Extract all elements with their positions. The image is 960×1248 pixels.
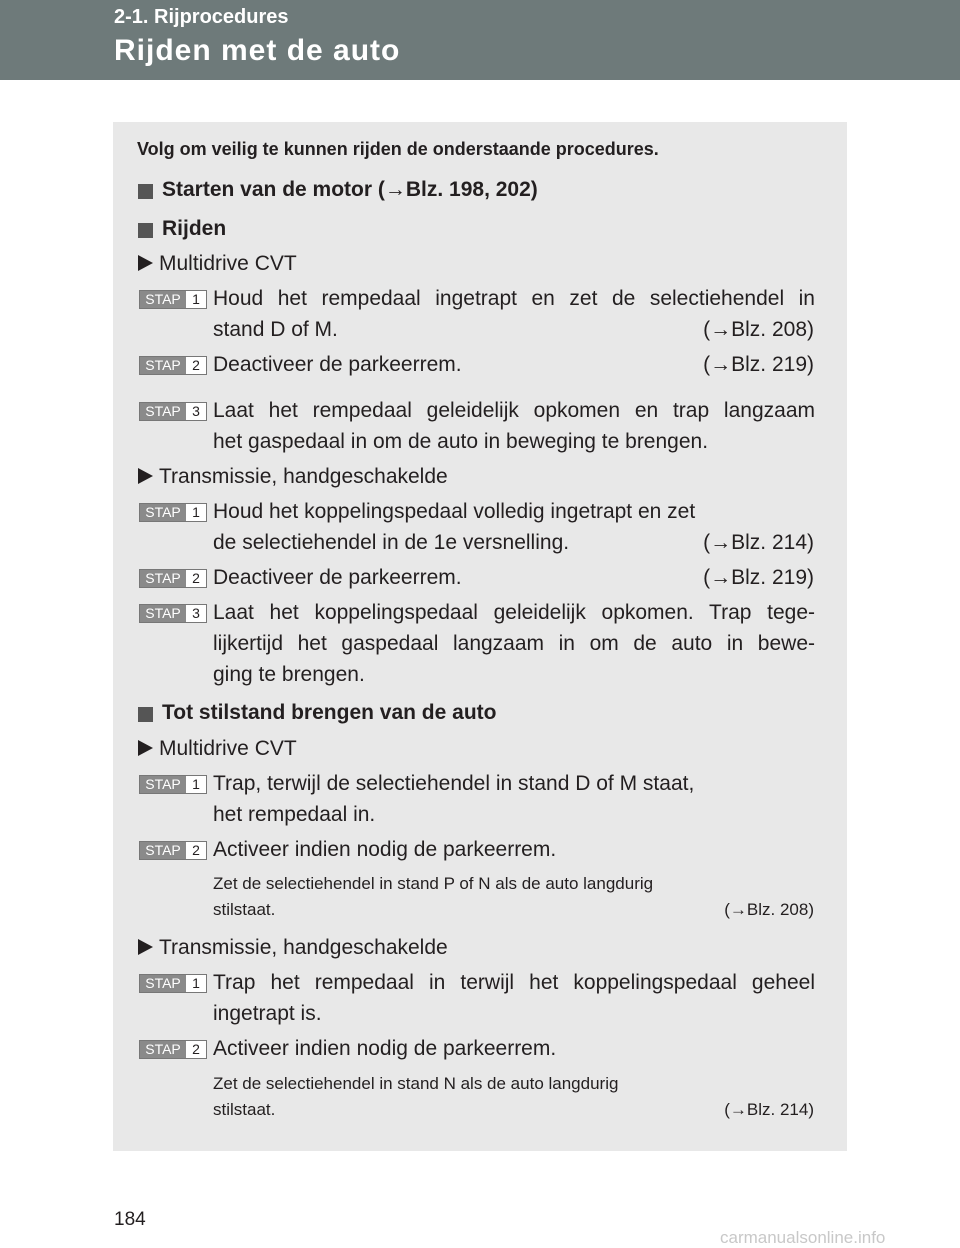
step-badge: STAP 1 — [139, 974, 207, 993]
step-badge: STAP 3 — [139, 604, 207, 623]
triangle-arrow-icon — [138, 939, 153, 955]
step-text: stand D of M. — [213, 318, 338, 341]
page-title: Rijden met de auto — [114, 34, 401, 67]
step-text: Activeer indien nodig de parkeerrem. — [213, 1037, 557, 1060]
page-reference: (→Blz. 208) — [703, 318, 814, 341]
step-text: Laat het koppelingspedaal geleidelijk opkomen. Trap tege- — [213, 601, 815, 624]
step-text: de selectiehendel in de 1e versnelling. — [213, 531, 570, 554]
watermark: carmanualsonline.info — [720, 1228, 886, 1247]
subheading-manual: Transmissie, handgeschakelde — [138, 936, 448, 960]
triangle-arrow-icon — [138, 740, 153, 756]
step-badge: STAP 3 — [139, 402, 207, 421]
triangle-arrow-icon — [138, 468, 153, 484]
page-reference: (→Blz. 219) — [703, 566, 814, 589]
step-badge: STAP 2 — [139, 569, 207, 588]
intro-text: Volg om veilig te kunnen rijden de onderstaande procedures. — [137, 139, 659, 159]
step-text: Houd het koppelingspedaal volledig ingetrapt en zet — [213, 500, 696, 523]
note-text: stilstaat. — [213, 900, 276, 919]
heading-start-engine: Starten van de motor (→Blz. 198, 202) — [162, 178, 538, 201]
step-badge: STAP 2 — [139, 356, 207, 375]
square-bullet-icon — [138, 184, 153, 199]
step-text: ging te brengen. — [213, 663, 365, 686]
note-text: stilstaat. — [213, 1100, 276, 1119]
page-reference: (→Blz. 214) — [703, 531, 814, 554]
page-number: 184 — [114, 1209, 146, 1230]
step-text: het gaspedaal in om de auto in beweging te brengen. — [213, 430, 709, 453]
section-label: 2-1. Rijprocedures — [114, 6, 289, 28]
step-badge: STAP 2 — [139, 1040, 207, 1059]
heading-stopping: Tot stilstand brengen van de auto — [162, 701, 497, 724]
note-text: Zet de selectiehendel in stand P of N als de auto langdurig — [213, 874, 654, 893]
step-text: Laat het rempedaal geleidelijk opkomen en trap langzaam — [213, 399, 815, 422]
subheading-cvt: Multidrive CVT — [138, 252, 297, 276]
step-badge: STAP 1 — [139, 503, 207, 522]
step-badge: STAP 1 — [139, 290, 207, 309]
note-text: Zet de selectiehendel in stand N als de auto langdurig — [213, 1074, 619, 1093]
page-reference: (→Blz. 219) — [703, 353, 814, 376]
step-text: ingetrapt is. — [213, 1002, 322, 1025]
page-header — [0, 0, 960, 80]
step-text: Deactiveer de parkeerrem. — [213, 353, 462, 376]
heading-driving: Rijden — [162, 217, 227, 240]
subheading-cvt: Multidrive CVT — [138, 737, 297, 761]
step-badge: STAP 2 — [139, 841, 207, 860]
subheading-manual: Transmissie, handgeschakelde — [138, 465, 448, 489]
square-bullet-icon — [138, 707, 153, 722]
square-bullet-icon — [138, 223, 153, 238]
step-text: lijkertijd het gaspedaal langzaam in om de auto in bewe- — [213, 632, 815, 655]
step-text: Deactiveer de parkeerrem. — [213, 566, 462, 589]
step-text: Houd het rempedaal ingetrapt en zet de selectiehendel in — [213, 287, 815, 310]
triangle-arrow-icon — [138, 255, 153, 271]
step-text: Activeer indien nodig de parkeerrem. — [213, 838, 557, 861]
step-text: het rempedaal in. — [213, 803, 376, 826]
step-text: Trap, terwijl de selectiehendel in stand D of M staat, — [213, 772, 695, 795]
step-badge: STAP 1 — [139, 775, 207, 794]
page-reference: (→Blz. 208) — [724, 900, 814, 919]
step-text: Trap het rempedaal in terwijl het koppelingspedaal geheel — [213, 971, 815, 994]
page-reference: (→Blz. 214) — [724, 1100, 814, 1119]
